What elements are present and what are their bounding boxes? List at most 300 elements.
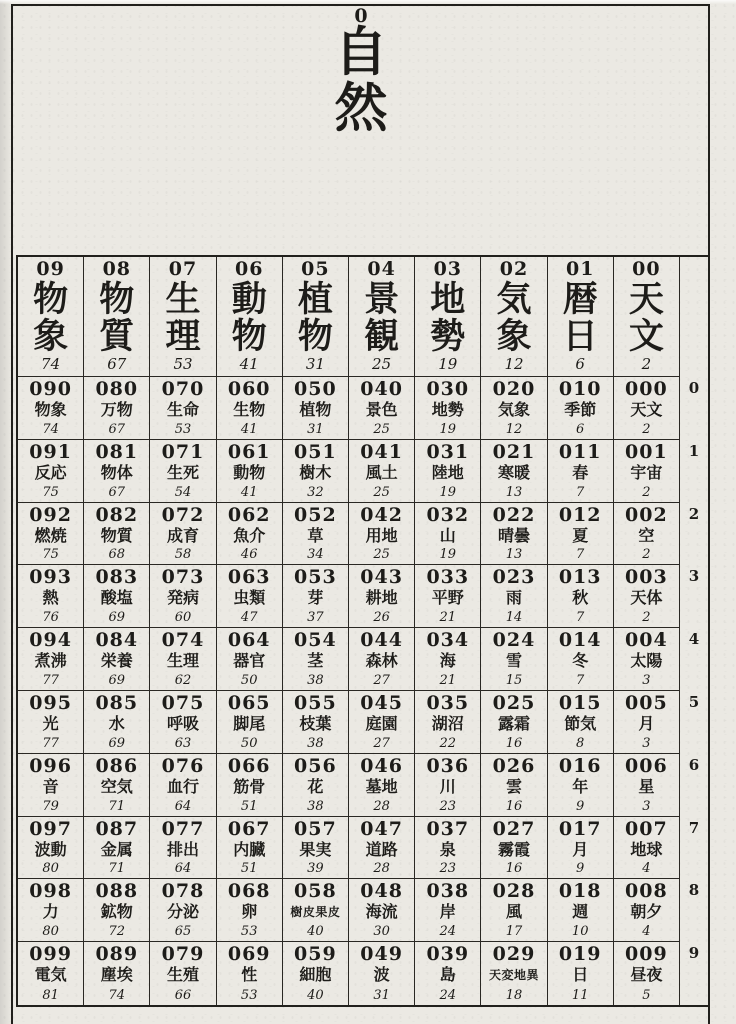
cell-page-number: 7	[576, 672, 585, 688]
cell-page-number: 38	[307, 672, 324, 688]
column-code: 07	[168, 258, 198, 280]
cell-page-number: 3	[642, 798, 651, 814]
cell-name: 景色	[365, 399, 398, 419]
column-header-09	[18, 257, 84, 377]
cell-name: 空	[638, 525, 655, 545]
cell-061	[217, 440, 283, 503]
page-title	[0, 21, 722, 140]
cell-code: 088	[95, 880, 139, 903]
column-header-07	[150, 257, 216, 377]
cell-code: 081	[95, 440, 139, 463]
cell-code: 020	[492, 378, 536, 400]
column-code: 01	[565, 258, 595, 280]
classification-table	[16, 255, 710, 1007]
cell-page-number: 46	[240, 547, 258, 563]
cell-page-number: 16	[505, 861, 523, 877]
section-number: 0	[354, 5, 368, 27]
cell-page-number: 37	[307, 610, 324, 626]
cell-code: 037	[426, 817, 470, 840]
cell-name: 朝夕	[630, 902, 663, 922]
cell-code: 096	[29, 754, 72, 777]
cell-page-number: 63	[174, 735, 192, 751]
table-grid	[18, 257, 680, 1005]
cell-031	[415, 440, 481, 503]
cell-078	[150, 879, 216, 942]
cell-page-number: 4	[642, 924, 651, 940]
cell-page-number: 31	[307, 421, 324, 437]
cell-code: 082	[95, 503, 139, 526]
cell-name: 用地	[365, 525, 398, 545]
cell-000	[614, 377, 680, 440]
cell-page-number: 80	[42, 861, 59, 877]
cell-name: 呼吸	[166, 713, 199, 733]
cell-page-number: 51	[240, 861, 258, 877]
cell-name: 樹皮果皮	[290, 905, 341, 920]
cell-name: 岸	[439, 902, 456, 922]
cell-page-number: 26	[373, 610, 390, 626]
cell-054	[283, 628, 349, 691]
cell-page-number: 10	[571, 924, 589, 940]
cell-code: 002	[625, 503, 668, 526]
column-name	[297, 278, 333, 357]
cell-name: 花	[307, 776, 324, 796]
row-index-4: 4	[688, 630, 700, 649]
cell-code: 014	[558, 629, 602, 652]
cell-page-number: 2	[642, 484, 651, 500]
column-name	[33, 278, 69, 357]
cell-code: 001	[625, 440, 668, 463]
cell-083	[84, 565, 150, 628]
cell-page-number: 19	[439, 484, 457, 500]
cell-code: 017	[558, 817, 602, 840]
cell-name: 春	[572, 462, 589, 482]
cell-page-number: 3	[642, 672, 651, 688]
cell-code: 064	[227, 629, 271, 652]
cell-page-number: 64	[174, 861, 192, 877]
cell-029	[481, 942, 547, 1005]
row-index-9: 9	[688, 944, 700, 963]
cell-page-number: 38	[307, 735, 324, 751]
cell-page-number: 16	[505, 735, 523, 751]
cell-011	[548, 440, 614, 503]
cell-code: 063	[227, 566, 271, 589]
cell-page-number: 76	[42, 610, 59, 626]
cell-023	[481, 565, 547, 628]
cell-name: 雨	[505, 588, 522, 608]
cell-code: 058	[294, 880, 337, 903]
cell-060	[217, 377, 283, 440]
cell-name: 昼夜	[630, 965, 663, 985]
cell-name: 海流	[365, 902, 398, 922]
cell-code: 027	[492, 817, 536, 840]
cell-page-number: 39	[307, 861, 324, 877]
cell-code: 078	[161, 880, 205, 903]
cell-026	[481, 754, 547, 817]
cell-name: 果実	[299, 839, 332, 859]
cell-050	[283, 377, 349, 440]
column-name-char: 動	[231, 278, 267, 320]
cell-047	[349, 817, 415, 880]
cell-code: 005	[625, 691, 668, 714]
cell-page-number: 79	[42, 798, 59, 814]
cell-code: 057	[294, 817, 337, 840]
cell-082	[84, 503, 150, 566]
column-name-char: 景	[364, 278, 400, 320]
cell-name: 生理	[166, 651, 199, 671]
cell-code: 095	[29, 691, 72, 714]
cell-059	[283, 942, 349, 1005]
cell-page-number: 21	[439, 610, 457, 626]
cell-name: 平野	[431, 588, 464, 608]
cell-name: 物象	[34, 399, 67, 419]
column-header-08	[84, 257, 150, 377]
cell-code: 011	[558, 440, 602, 463]
column-header-05	[283, 257, 349, 377]
cell-093	[18, 565, 84, 628]
cell-name: 天変地異	[488, 968, 539, 983]
column-name	[628, 278, 664, 357]
cell-code: 091	[29, 440, 72, 463]
cell-003	[614, 565, 680, 628]
cell-081	[84, 440, 150, 503]
cell-051	[283, 440, 349, 503]
cell-098	[18, 879, 84, 942]
cell-name: 力	[42, 902, 59, 922]
cell-name: 晴曇	[497, 525, 530, 545]
cell-code: 021	[492, 440, 536, 463]
cell-page-number: 18	[505, 987, 523, 1003]
row-index-8: 8	[688, 881, 700, 900]
cell-021	[481, 440, 547, 503]
cell-code: 022	[492, 503, 536, 526]
cell-name: 排出	[166, 839, 199, 859]
cell-page-number: 12	[505, 421, 523, 437]
cell-013	[548, 565, 614, 628]
cell-name: 湖沼	[431, 713, 464, 733]
cell-code: 074	[161, 629, 205, 652]
column-name-char: 象	[33, 315, 69, 357]
cell-name: 栄養	[100, 651, 133, 671]
cell-code: 070	[161, 378, 205, 400]
cell-code: 098	[29, 880, 72, 903]
cell-067	[217, 817, 283, 880]
cell-page-number: 31	[373, 987, 390, 1003]
cell-page-number: 68	[108, 547, 126, 563]
row-index-0: 0	[688, 379, 700, 397]
title-char: 自	[334, 21, 388, 83]
cell-page-number: 23	[439, 861, 457, 877]
cell-name: 音	[42, 776, 59, 796]
column-name-char: 物	[99, 278, 135, 320]
cell-name: 生命	[166, 399, 199, 419]
cell-092	[18, 503, 84, 566]
cell-name: 生物	[233, 399, 266, 419]
cell-code: 076	[161, 754, 205, 777]
cell-065	[217, 691, 283, 754]
column-name-char: 植	[297, 278, 333, 320]
cell-page-number: 58	[174, 547, 192, 563]
column-code: 05	[301, 258, 330, 280]
cell-name: 芽	[307, 588, 324, 608]
cell-075	[150, 691, 216, 754]
column-header-01	[548, 257, 614, 377]
cell-code: 038	[426, 880, 470, 903]
column-name	[231, 278, 267, 357]
cell-name: 山	[439, 525, 456, 545]
column-code: 00	[632, 258, 661, 280]
cell-033	[415, 565, 481, 628]
cell-code: 029	[492, 943, 536, 966]
cell-code: 072	[161, 503, 205, 526]
row-index-6: 6	[688, 755, 700, 774]
cell-name: 生殖	[166, 965, 199, 985]
cell-page-number: 66	[174, 987, 192, 1003]
column-name-char: 物	[297, 315, 333, 357]
cell-code: 048	[360, 880, 403, 903]
cell-page-number: 8	[576, 735, 585, 751]
cell-028	[481, 879, 547, 942]
cell-page-number: 71	[108, 798, 126, 814]
cell-page-number: 28	[373, 861, 390, 877]
cell-code: 009	[625, 943, 668, 966]
cell-name: 泉	[439, 839, 456, 859]
column-page-number: 2	[641, 354, 652, 373]
cell-name: 太陽	[630, 651, 663, 671]
column-name-char: 日	[562, 315, 598, 357]
cell-009	[614, 942, 680, 1005]
cell-code: 084	[95, 629, 139, 652]
cell-name: 月	[638, 713, 655, 733]
cell-code: 035	[426, 691, 470, 714]
cell-035	[415, 691, 481, 754]
cell-code: 052	[294, 503, 337, 526]
cell-name: 寒暖	[497, 462, 530, 482]
cell-page-number: 34	[307, 547, 324, 563]
cell-page-number: 53	[240, 987, 258, 1003]
cell-name: 枝葉	[299, 713, 332, 733]
cell-page-number: 67	[108, 484, 126, 500]
row-index-column	[680, 257, 708, 1005]
cell-008	[614, 879, 680, 942]
cell-code: 044	[360, 629, 403, 652]
cell-name: 器官	[233, 651, 266, 671]
cell-page-number: 22	[439, 735, 457, 751]
cell-page-number: 2	[642, 547, 651, 563]
cell-073	[150, 565, 216, 628]
cell-code: 050	[294, 378, 337, 400]
cell-name: 月	[572, 839, 589, 859]
cell-name: 森林	[365, 651, 398, 671]
cell-page-number: 69	[108, 672, 126, 688]
cell-037	[415, 817, 481, 880]
cell-code: 000	[625, 378, 668, 400]
cell-007	[614, 817, 680, 880]
column-page-number: 41	[239, 354, 259, 373]
cell-039	[415, 942, 481, 1005]
column-header-00	[614, 257, 680, 377]
cell-069	[217, 942, 283, 1005]
column-page-number: 6	[575, 354, 585, 373]
cell-code: 086	[95, 754, 139, 777]
cell-page-number: 7	[576, 547, 585, 563]
cell-name: 島	[439, 965, 456, 985]
cell-page-number: 25	[373, 547, 390, 563]
cell-086	[84, 754, 150, 817]
cell-name: 虫類	[233, 588, 266, 608]
cell-name: 塵埃	[100, 965, 133, 985]
cell-name: 草	[307, 525, 324, 545]
cell-page-number: 81	[42, 987, 59, 1003]
cell-085	[84, 691, 150, 754]
cell-088	[84, 879, 150, 942]
cell-name: 夏	[572, 525, 589, 545]
cell-name: 宇宙	[630, 462, 663, 482]
cell-page-number: 4	[642, 861, 651, 877]
cell-page-number: 11	[571, 987, 589, 1003]
cell-name: 樹木	[299, 462, 332, 482]
cell-name: 気象	[497, 399, 530, 419]
cell-code: 099	[29, 943, 72, 966]
cell-page-number: 17	[505, 924, 523, 940]
cell-name: 酸塩	[100, 588, 133, 608]
cell-code: 054	[294, 629, 337, 652]
cell-name: 生死	[166, 462, 199, 482]
column-name-char: 象	[496, 315, 532, 357]
cell-032	[415, 503, 481, 566]
cell-page-number: 53	[240, 924, 258, 940]
cell-049	[349, 942, 415, 1005]
column-name-char: 暦	[562, 278, 598, 320]
cell-079	[150, 942, 216, 1005]
cell-046	[349, 754, 415, 817]
cell-025	[481, 691, 547, 754]
cell-code: 018	[558, 880, 602, 903]
cell-053	[283, 565, 349, 628]
column-page-number: 12	[504, 354, 524, 373]
column-page-number: 67	[107, 354, 127, 373]
cell-name: 天体	[630, 588, 663, 608]
column-name-char: 物	[231, 315, 267, 357]
cell-code: 083	[95, 566, 139, 589]
cell-page-number: 30	[373, 924, 390, 940]
cell-036	[415, 754, 481, 817]
cell-name: 海	[439, 651, 456, 671]
cell-page-number: 77	[42, 735, 59, 751]
cell-name: 秋	[572, 588, 589, 608]
cell-name: 地球	[630, 839, 663, 859]
cell-name: 墓地	[365, 776, 398, 796]
cell-page-number: 69	[108, 735, 126, 751]
cell-code: 028	[492, 880, 536, 903]
cell-name: 魚介	[233, 525, 266, 545]
cell-page-number: 54	[174, 484, 192, 500]
cell-name: 発病	[166, 588, 199, 608]
cell-page-number: 67	[108, 421, 126, 437]
cell-page-number: 40	[307, 924, 324, 940]
cell-code: 065	[227, 691, 271, 714]
cell-page-number: 2	[642, 421, 651, 437]
cell-005	[614, 691, 680, 754]
cell-077	[150, 817, 216, 880]
cell-page-number: 28	[373, 798, 390, 814]
cell-code: 024	[492, 629, 536, 652]
cell-page-number: 41	[240, 421, 258, 437]
cell-048	[349, 879, 415, 942]
column-page-number: 53	[173, 354, 193, 373]
cell-name: 雲	[505, 776, 522, 796]
cell-022	[481, 503, 547, 566]
cell-name: 燃焼	[34, 525, 67, 545]
cell-017	[548, 817, 614, 880]
column-code: 09	[36, 258, 65, 280]
cell-name: 波動	[34, 839, 67, 859]
cell-name: 星	[638, 776, 655, 796]
cell-044	[349, 628, 415, 691]
cell-name: 内臓	[233, 839, 266, 859]
cell-page-number: 6	[576, 421, 585, 437]
cell-name: 庭園	[365, 713, 398, 733]
cell-code: 090	[29, 378, 72, 400]
column-name-char: 勢	[430, 315, 466, 357]
cell-page-number: 25	[373, 484, 390, 500]
cell-name: 川	[439, 776, 456, 796]
cell-019	[548, 942, 614, 1005]
cell-096	[18, 754, 84, 817]
cell-name: 熱	[42, 588, 59, 608]
cell-code: 094	[29, 629, 72, 652]
cell-code: 093	[29, 566, 72, 589]
cell-code: 046	[360, 754, 403, 777]
cell-page-number: 47	[240, 610, 258, 626]
column-name	[562, 278, 598, 357]
cell-034	[415, 628, 481, 691]
cell-055	[283, 691, 349, 754]
cell-056	[283, 754, 349, 817]
title-char: 然	[334, 77, 388, 140]
cell-page-number: 60	[174, 610, 192, 626]
cell-072	[150, 503, 216, 566]
cell-name: 露霜	[497, 713, 530, 733]
cell-code: 097	[29, 817, 72, 840]
cell-name: 物質	[100, 525, 133, 545]
cell-name: 成育	[166, 525, 199, 545]
cell-001	[614, 440, 680, 503]
cell-038	[415, 879, 481, 942]
cell-030	[415, 377, 481, 440]
column-code: 02	[499, 258, 529, 280]
cell-page-number: 50	[240, 735, 258, 751]
cell-page-number: 2	[642, 610, 651, 626]
cell-page-number: 7	[576, 484, 585, 500]
cell-024	[481, 628, 547, 691]
cell-name: 霧霞	[497, 839, 530, 859]
cell-code: 008	[625, 880, 668, 903]
cell-code: 056	[294, 754, 337, 777]
cell-name: 陸地	[431, 462, 464, 482]
cell-name: 分泌	[166, 902, 199, 922]
cell-066	[217, 754, 283, 817]
cell-code: 042	[360, 503, 403, 526]
column-name-char: 物	[33, 278, 69, 320]
cell-091	[18, 440, 84, 503]
cell-name: 空気	[100, 776, 133, 796]
cell-code: 066	[227, 754, 271, 777]
cell-page-number: 13	[505, 547, 523, 563]
cell-page-number: 53	[174, 421, 192, 437]
cell-002	[614, 503, 680, 566]
cell-page-number: 41	[240, 484, 258, 500]
cell-code: 089	[95, 943, 139, 966]
